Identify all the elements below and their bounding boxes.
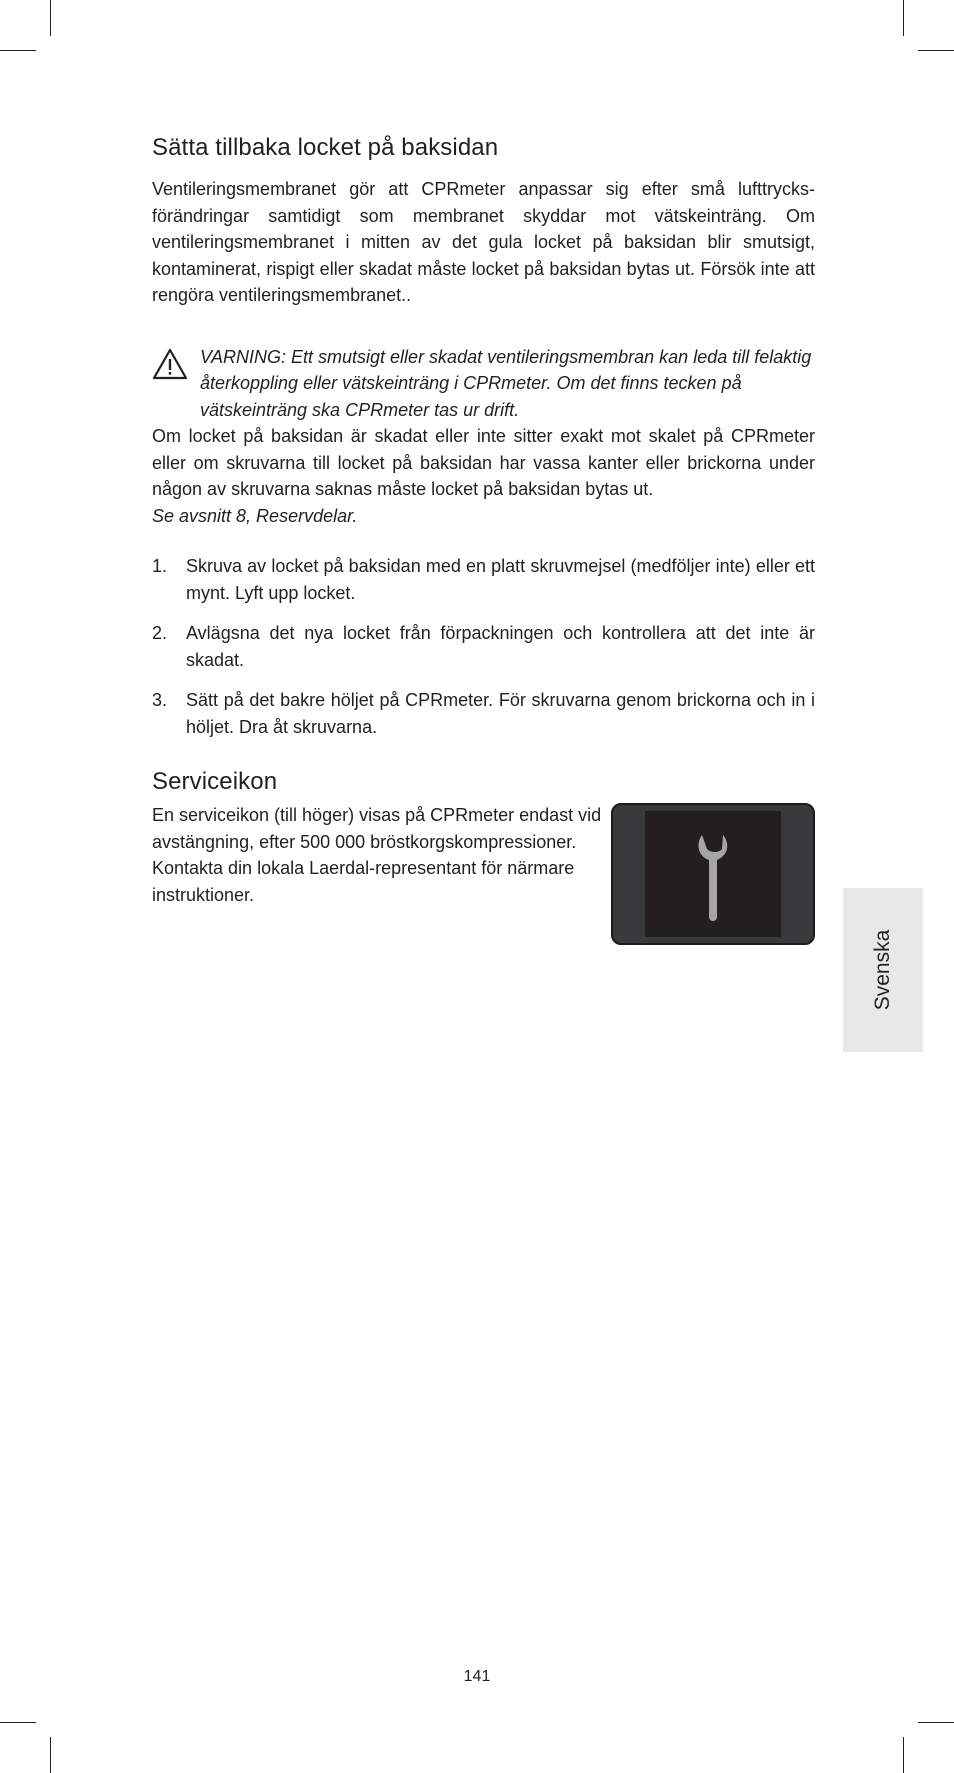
step-text: Avlägsna det nya locket från förpackningen och kontrollera att det inte är skadat. [186,623,815,670]
step-text: Skruva av locket på baksidan med en platt skruvmejsel (medföljer inte) eller ett mynt. Lyft upp locket. [186,556,815,603]
crop-mark [0,1722,36,1723]
step-text: Sätt på det bakre höljet på CPRmeter. För skruvarna genom brickorna och in i höljet. Dra åt skruvarna. [186,690,815,737]
spare-parts-reference: Se avsnitt 8, Reservdelar. [152,505,358,526]
crop-mark [903,1737,904,1773]
warning-triangle-icon [152,348,190,424]
list-item [152,553,815,606]
language-tab-label: Svenska [871,929,894,1011]
intro-paragraph: Ventileringsmembranet gör att CPRmeter anpassar sig efter små lufttrycks-förändringar samtidigt som membranet skyddar mot vätskeinträng. Om ventileringsmembranet i mitten av det gula locket på baksidan blir smutsigt, kontaminerat, rispigt eller skadat måste locket på baksidan bytas ut. Försök inte att rengöra ventileringsmembranet.. [152,179,815,305]
crop-mark [50,0,51,36]
step-number: 1. [152,556,168,576]
service-paragraph: En serviceikon (till höger) visas på CPRmeter endast vid avstängning, efter 500 000 bröstkorgskompressioner. Kontakta din lokala Laerdal-representant för närmare instruktioner. [152,805,602,905]
list-item [152,620,815,673]
warning-text: VARNING: Ett smutsigt eller skadat ventileringsmembran kan leda till felaktig återkoppling eller vätskeinträng i CPRmeter. Om det finns tecken på vätskeinträng ska CPRmeter tas ur drift. [200,346,812,420]
step-number: 2. [152,623,168,643]
section-replace-back-cover [152,132,815,740]
section-title: Sätta tillbaka locket på baksidan [152,134,499,161]
list-item [152,687,815,740]
crop-mark [918,1722,954,1723]
crop-mark [918,50,954,51]
wrench-icon [645,811,781,937]
crop-mark [50,1737,51,1773]
crop-mark [903,0,904,36]
device-screen-display [645,811,781,937]
step-number: 3. [152,690,168,710]
language-tab [843,888,923,1052]
replacement-text: Om locket på baksidan är skadat eller inte sitter exakt mot skalet på CPRmeter eller om skruvarna till locket på baksidan har vassa kanter eller brickorna under någon av skruvarna saknas måste locket på baksidan bytas ut. [152,426,815,499]
page-number: 141 [463,1668,491,1685]
service-row [152,802,815,945]
section-service-icon [152,766,815,945]
warning-box [152,344,815,424]
crop-mark [0,50,36,51]
device-screen [611,803,815,945]
section-title: Serviceikon [152,768,278,795]
steps-list [152,553,815,740]
replacement-paragraph [152,423,815,529]
page-content [152,132,815,945]
